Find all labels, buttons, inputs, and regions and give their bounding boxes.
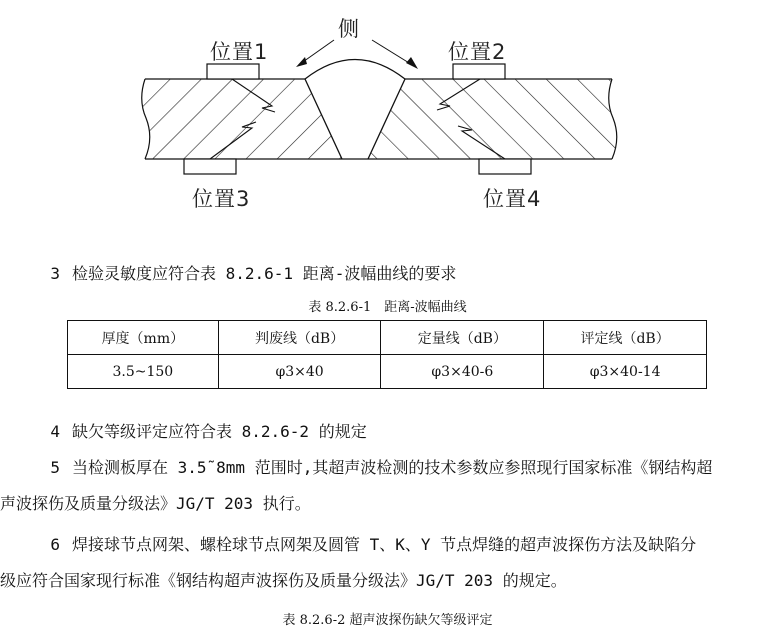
probe-position-4 — [479, 159, 531, 174]
item-6-line-1 — [0, 532, 775, 555]
table-2-caption: 表 8.2.6-2 超声波探伤缺欠等级评定 — [282, 613, 493, 628]
item-5-text-1: 当检测板厚在 3.5˜8mm 范围时,其超声波检测的技术参数应参照现行国家标准《钢结构超 — [72, 458, 713, 477]
position-2-label: 位置2 — [448, 40, 507, 64]
cell-quantify-line: φ3×40-6 — [381, 355, 544, 389]
item-6-text-2: 级应符合国家现行标准《钢结构超声波探伤及质量分级法》JG/T 203 的规定。 — [0, 571, 567, 590]
item-3-text: 检验灵敏度应符合表 8.2.6-1 距离-波幅曲线的要求 — [72, 264, 457, 283]
header-reject-line: 判废线（dB） — [218, 321, 381, 355]
item-5-number: 5 — [50, 458, 60, 477]
position-4-label: 位置4 — [483, 187, 542, 211]
distance-amplitude-table — [67, 320, 707, 389]
probe-position-1 — [207, 64, 259, 79]
cell-evaluate-line: φ3×40-14 — [544, 355, 707, 389]
position-1-label: 位置1 — [210, 40, 269, 64]
item-6-text-1: 焊接球节点网架、螺栓球节点网架及圆管 T、K、Y 节点焊缝的超声波探伤方法及缺陷分 — [72, 535, 697, 554]
probe-position-3 — [184, 159, 236, 174]
item-3-number: 3 — [50, 264, 60, 283]
table-1-caption: 表 8.2.6-1 距离-波幅曲线 — [308, 300, 467, 315]
side-label: 侧 — [338, 17, 360, 41]
item-5-line-2 — [0, 491, 775, 514]
cell-thickness: 3.5~150 — [68, 355, 219, 389]
item-4-text: 缺欠等级评定应符合表 8.2.6-2 的规定 — [72, 422, 367, 441]
item-6-number: 6 — [50, 535, 60, 554]
item-4 — [0, 419, 775, 442]
weld-figure — [0, 0, 775, 235]
position-3-label: 位置3 — [192, 187, 251, 211]
header-evaluate-line: 评定线（dB） — [544, 321, 707, 355]
weld-cross-section-diagram — [0, 0, 775, 235]
item-3 — [0, 261, 775, 284]
table-header-row — [68, 321, 707, 355]
item-4-number: 4 — [50, 422, 60, 441]
cell-reject-line: φ3×40 — [218, 355, 381, 389]
header-thickness: 厚度（mm） — [68, 321, 219, 355]
item-5-text-2: 声波探伤及质量分级法》JG/T 203 执行。 — [0, 494, 311, 513]
table-row — [68, 355, 707, 389]
header-quantify-line: 定量线（dB） — [381, 321, 544, 355]
probe-position-2 — [453, 64, 505, 79]
item-5-line-1 — [0, 455, 775, 478]
item-6-line-2 — [0, 568, 775, 591]
